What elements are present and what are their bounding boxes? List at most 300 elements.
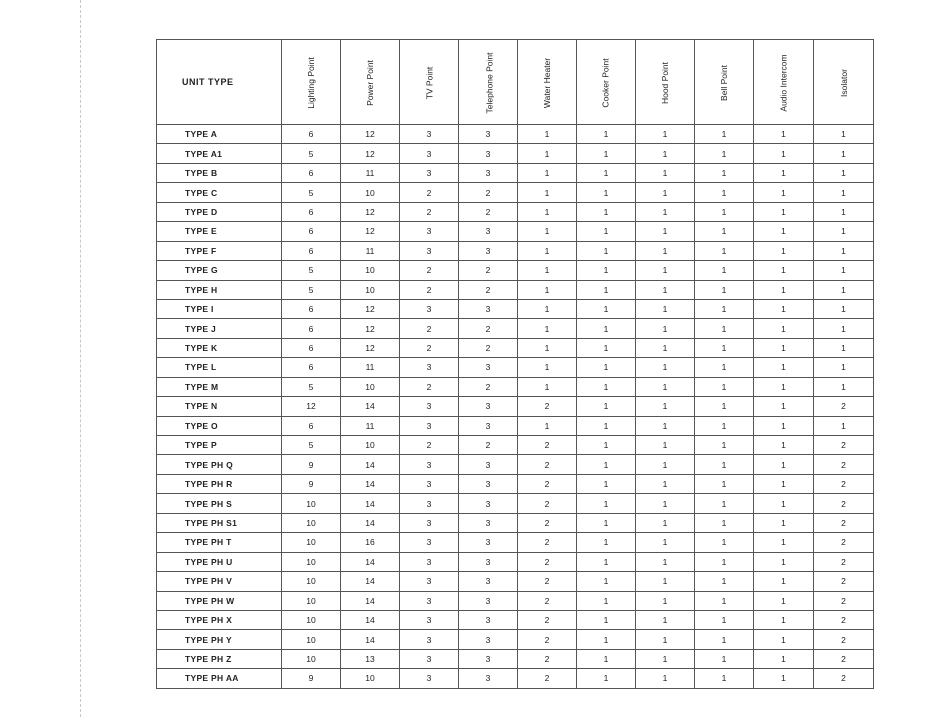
- cell-unit-type: TYPE G: [157, 261, 282, 280]
- cell-telephone-point: 2: [459, 280, 518, 299]
- cell-power-point: 12: [341, 144, 400, 163]
- cell-bell-point: 1: [695, 436, 754, 455]
- cell-lighting-point: 9: [282, 455, 341, 474]
- table-row: [157, 241, 874, 260]
- cell-bell-point: 1: [695, 377, 754, 396]
- cell-telephone-point: 3: [459, 416, 518, 435]
- cell-telephone-point: 2: [459, 261, 518, 280]
- table-row: [157, 552, 874, 571]
- cell-tv-point: 3: [400, 591, 459, 610]
- cell-cooker-point: 1: [577, 513, 636, 532]
- cell-cooker-point: 1: [577, 591, 636, 610]
- cell-isolator: 2: [814, 474, 874, 493]
- cell-hood-point: 1: [636, 572, 695, 591]
- cell-hood-point: 1: [636, 280, 695, 299]
- cell-telephone-point: 2: [459, 338, 518, 357]
- cell-power-point: 14: [341, 610, 400, 629]
- cell-water-heater: 1: [518, 144, 577, 163]
- cell-bell-point: 1: [695, 144, 754, 163]
- cell-hood-point: 1: [636, 610, 695, 629]
- cell-audio-intercom: 1: [754, 163, 814, 182]
- cell-isolator: 2: [814, 669, 874, 688]
- header-tv-point: TV Point: [400, 40, 459, 125]
- cell-audio-intercom: 1: [754, 280, 814, 299]
- page-margin-line: [80, 0, 81, 717]
- cell-hood-point: 1: [636, 494, 695, 513]
- cell-lighting-point: 5: [282, 377, 341, 396]
- header-lighting-point: Lighting Point: [282, 40, 341, 125]
- cell-tv-point: 3: [400, 397, 459, 416]
- cell-audio-intercom: 1: [754, 222, 814, 241]
- cell-isolator: 2: [814, 455, 874, 474]
- table-row: [157, 630, 874, 649]
- cell-audio-intercom: 1: [754, 299, 814, 318]
- cell-power-point: 16: [341, 533, 400, 552]
- cell-bell-point: 1: [695, 533, 754, 552]
- cell-cooker-point: 1: [577, 163, 636, 182]
- cell-isolator: 1: [814, 163, 874, 182]
- cell-bell-point: 1: [695, 222, 754, 241]
- cell-cooker-point: 1: [577, 358, 636, 377]
- cell-water-heater: 1: [518, 416, 577, 435]
- cell-lighting-point: 6: [282, 299, 341, 318]
- cell-cooker-point: 1: [577, 474, 636, 493]
- cell-cooker-point: 1: [577, 610, 636, 629]
- cell-power-point: 12: [341, 125, 400, 144]
- cell-tv-point: 3: [400, 610, 459, 629]
- cell-lighting-point: 10: [282, 513, 341, 532]
- cell-cooker-point: 1: [577, 299, 636, 318]
- cell-hood-point: 1: [636, 299, 695, 318]
- cell-isolator: 2: [814, 591, 874, 610]
- cell-power-point: 12: [341, 319, 400, 338]
- cell-tv-point: 3: [400, 630, 459, 649]
- cell-unit-type: TYPE PH V: [157, 572, 282, 591]
- cell-unit-type: TYPE P: [157, 436, 282, 455]
- cell-hood-point: 1: [636, 630, 695, 649]
- cell-telephone-point: 3: [459, 163, 518, 182]
- table-row: [157, 222, 874, 241]
- cell-tv-point: 3: [400, 163, 459, 182]
- cell-power-point: 14: [341, 552, 400, 571]
- cell-isolator: 1: [814, 222, 874, 241]
- cell-hood-point: 1: [636, 474, 695, 493]
- cell-water-heater: 2: [518, 630, 577, 649]
- table-row: [157, 319, 874, 338]
- cell-tv-point: 3: [400, 669, 459, 688]
- cell-hood-point: 1: [636, 222, 695, 241]
- header-isolator: Isolator: [814, 40, 874, 125]
- cell-lighting-point: 6: [282, 319, 341, 338]
- header-power-point: Power Point: [341, 40, 400, 125]
- cell-isolator: 1: [814, 183, 874, 202]
- cell-cooker-point: 1: [577, 377, 636, 396]
- table-row: [157, 436, 874, 455]
- cell-bell-point: 1: [695, 630, 754, 649]
- cell-water-heater: 1: [518, 319, 577, 338]
- cell-power-point: 10: [341, 261, 400, 280]
- table-row: [157, 125, 874, 144]
- header-telephone-point: Telephone Point: [459, 40, 518, 125]
- cell-audio-intercom: 1: [754, 669, 814, 688]
- cell-unit-type: TYPE PH Y: [157, 630, 282, 649]
- cell-lighting-point: 10: [282, 610, 341, 629]
- cell-unit-type: TYPE PH S1: [157, 513, 282, 532]
- cell-lighting-point: 10: [282, 572, 341, 591]
- header-hood-point: Hood Point: [636, 40, 695, 125]
- cell-lighting-point: 6: [282, 241, 341, 260]
- table-row: [157, 533, 874, 552]
- cell-bell-point: 1: [695, 591, 754, 610]
- cell-audio-intercom: 1: [754, 455, 814, 474]
- cell-cooker-point: 1: [577, 552, 636, 571]
- cell-unit-type: TYPE L: [157, 358, 282, 377]
- cell-power-point: 11: [341, 163, 400, 182]
- cell-cooker-point: 1: [577, 241, 636, 260]
- header-unit-type: UNIT TYPE: [157, 40, 282, 125]
- cell-tv-point: 2: [400, 319, 459, 338]
- table-row: [157, 338, 874, 357]
- cell-hood-point: 1: [636, 125, 695, 144]
- cell-audio-intercom: 1: [754, 377, 814, 396]
- table-row: [157, 649, 874, 668]
- cell-tv-point: 3: [400, 144, 459, 163]
- table-body: [157, 125, 874, 689]
- cell-lighting-point: 6: [282, 416, 341, 435]
- cell-audio-intercom: 1: [754, 261, 814, 280]
- cell-telephone-point: 3: [459, 358, 518, 377]
- cell-power-point: 14: [341, 494, 400, 513]
- cell-bell-point: 1: [695, 202, 754, 221]
- cell-telephone-point: 3: [459, 455, 518, 474]
- cell-bell-point: 1: [695, 358, 754, 377]
- cell-hood-point: 1: [636, 416, 695, 435]
- cell-isolator: 2: [814, 552, 874, 571]
- cell-isolator: 2: [814, 610, 874, 629]
- cell-lighting-point: 10: [282, 591, 341, 610]
- cell-lighting-point: 10: [282, 552, 341, 571]
- cell-lighting-point: 5: [282, 144, 341, 163]
- cell-lighting-point: 10: [282, 494, 341, 513]
- cell-hood-point: 1: [636, 397, 695, 416]
- cell-lighting-point: 10: [282, 533, 341, 552]
- cell-lighting-point: 9: [282, 669, 341, 688]
- cell-power-point: 14: [341, 474, 400, 493]
- cell-unit-type: TYPE F: [157, 241, 282, 260]
- cell-tv-point: 2: [400, 183, 459, 202]
- header-row: [157, 40, 874, 125]
- cell-isolator: 1: [814, 125, 874, 144]
- cell-water-heater: 2: [518, 572, 577, 591]
- cell-cooker-point: 1: [577, 669, 636, 688]
- table-row: [157, 572, 874, 591]
- cell-telephone-point: 3: [459, 591, 518, 610]
- cell-unit-type: TYPE C: [157, 183, 282, 202]
- cell-power-point: 14: [341, 591, 400, 610]
- cell-isolator: 1: [814, 338, 874, 357]
- cell-audio-intercom: 1: [754, 630, 814, 649]
- cell-tv-point: 3: [400, 572, 459, 591]
- cell-hood-point: 1: [636, 261, 695, 280]
- cell-unit-type: TYPE M: [157, 377, 282, 396]
- header-cooker-point: Cooker Point: [577, 40, 636, 125]
- cell-cooker-point: 1: [577, 630, 636, 649]
- cell-hood-point: 1: [636, 669, 695, 688]
- cell-water-heater: 2: [518, 669, 577, 688]
- table-row: [157, 163, 874, 182]
- cell-cooker-point: 1: [577, 533, 636, 552]
- cell-audio-intercom: 1: [754, 513, 814, 532]
- cell-water-heater: 1: [518, 299, 577, 318]
- table-row: [157, 416, 874, 435]
- cell-power-point: 11: [341, 416, 400, 435]
- table-row: [157, 377, 874, 396]
- cell-bell-point: 1: [695, 513, 754, 532]
- cell-tv-point: 3: [400, 416, 459, 435]
- table-row: [157, 474, 874, 493]
- cell-water-heater: 2: [518, 591, 577, 610]
- cell-cooker-point: 1: [577, 397, 636, 416]
- cell-cooker-point: 1: [577, 572, 636, 591]
- cell-bell-point: 1: [695, 163, 754, 182]
- cell-tv-point: 3: [400, 222, 459, 241]
- cell-unit-type: TYPE K: [157, 338, 282, 357]
- cell-unit-type: TYPE I: [157, 299, 282, 318]
- cell-audio-intercom: 1: [754, 474, 814, 493]
- table-row: [157, 358, 874, 377]
- header-water-heater: Water Heater: [518, 40, 577, 125]
- cell-hood-point: 1: [636, 533, 695, 552]
- table-row: [157, 591, 874, 610]
- cell-telephone-point: 2: [459, 183, 518, 202]
- cell-tv-point: 2: [400, 436, 459, 455]
- table-row: [157, 202, 874, 221]
- cell-bell-point: 1: [695, 416, 754, 435]
- cell-isolator: 1: [814, 377, 874, 396]
- cell-bell-point: 1: [695, 552, 754, 571]
- cell-isolator: 2: [814, 436, 874, 455]
- cell-hood-point: 1: [636, 358, 695, 377]
- cell-water-heater: 1: [518, 338, 577, 357]
- cell-unit-type: TYPE PH U: [157, 552, 282, 571]
- cell-power-point: 11: [341, 241, 400, 260]
- cell-audio-intercom: 1: [754, 338, 814, 357]
- cell-cooker-point: 1: [577, 183, 636, 202]
- table-row: [157, 144, 874, 163]
- cell-power-point: 12: [341, 202, 400, 221]
- cell-telephone-point: 3: [459, 474, 518, 493]
- cell-lighting-point: 9: [282, 474, 341, 493]
- cell-lighting-point: 5: [282, 261, 341, 280]
- cell-water-heater: 1: [518, 261, 577, 280]
- cell-lighting-point: 5: [282, 436, 341, 455]
- cell-audio-intercom: 1: [754, 610, 814, 629]
- cell-isolator: 1: [814, 319, 874, 338]
- cell-isolator: 2: [814, 649, 874, 668]
- cell-power-point: 12: [341, 299, 400, 318]
- cell-telephone-point: 3: [459, 397, 518, 416]
- cell-telephone-point: 2: [459, 202, 518, 221]
- cell-hood-point: 1: [636, 241, 695, 260]
- cell-water-heater: 2: [518, 436, 577, 455]
- cell-hood-point: 1: [636, 202, 695, 221]
- cell-cooker-point: 1: [577, 494, 636, 513]
- cell-bell-point: 1: [695, 669, 754, 688]
- cell-hood-point: 1: [636, 552, 695, 571]
- cell-tv-point: 2: [400, 280, 459, 299]
- cell-telephone-point: 3: [459, 552, 518, 571]
- cell-unit-type: TYPE PH AA: [157, 669, 282, 688]
- cell-power-point: 13: [341, 649, 400, 668]
- cell-telephone-point: 3: [459, 572, 518, 591]
- electrical-points-table: [156, 39, 874, 689]
- table-row: [157, 261, 874, 280]
- cell-power-point: 12: [341, 222, 400, 241]
- cell-power-point: 14: [341, 630, 400, 649]
- cell-power-point: 10: [341, 436, 400, 455]
- cell-power-point: 10: [341, 377, 400, 396]
- cell-unit-type: TYPE PH T: [157, 533, 282, 552]
- cell-unit-type: TYPE PH R: [157, 474, 282, 493]
- cell-tv-point: 3: [400, 455, 459, 474]
- cell-unit-type: TYPE A1: [157, 144, 282, 163]
- cell-water-heater: 1: [518, 377, 577, 396]
- table-row: [157, 455, 874, 474]
- cell-telephone-point: 3: [459, 241, 518, 260]
- cell-bell-point: 1: [695, 338, 754, 357]
- cell-audio-intercom: 1: [754, 144, 814, 163]
- cell-bell-point: 1: [695, 183, 754, 202]
- cell-lighting-point: 6: [282, 338, 341, 357]
- cell-power-point: 12: [341, 338, 400, 357]
- cell-water-heater: 2: [518, 649, 577, 668]
- cell-telephone-point: 3: [459, 610, 518, 629]
- cell-isolator: 1: [814, 241, 874, 260]
- header-bell-point: Bell Point: [695, 40, 754, 125]
- cell-water-heater: 1: [518, 280, 577, 299]
- cell-power-point: 14: [341, 397, 400, 416]
- cell-telephone-point: 3: [459, 669, 518, 688]
- cell-audio-intercom: 1: [754, 591, 814, 610]
- cell-water-heater: 2: [518, 397, 577, 416]
- cell-water-heater: 1: [518, 183, 577, 202]
- cell-hood-point: 1: [636, 649, 695, 668]
- cell-bell-point: 1: [695, 649, 754, 668]
- cell-audio-intercom: 1: [754, 649, 814, 668]
- cell-cooker-point: 1: [577, 416, 636, 435]
- cell-telephone-point: 2: [459, 436, 518, 455]
- cell-unit-type: TYPE PH Q: [157, 455, 282, 474]
- cell-tv-point: 3: [400, 494, 459, 513]
- cell-tv-point: 2: [400, 261, 459, 280]
- cell-isolator: 2: [814, 397, 874, 416]
- cell-bell-point: 1: [695, 474, 754, 493]
- cell-tv-point: 3: [400, 299, 459, 318]
- cell-hood-point: 1: [636, 591, 695, 610]
- cell-lighting-point: 10: [282, 630, 341, 649]
- cell-unit-type: TYPE PH X: [157, 610, 282, 629]
- cell-audio-intercom: 1: [754, 572, 814, 591]
- table-row: [157, 610, 874, 629]
- cell-cooker-point: 1: [577, 455, 636, 474]
- cell-bell-point: 1: [695, 397, 754, 416]
- cell-audio-intercom: 1: [754, 552, 814, 571]
- cell-cooker-point: 1: [577, 261, 636, 280]
- cell-power-point: 10: [341, 183, 400, 202]
- cell-lighting-point: 6: [282, 163, 341, 182]
- table-header: [157, 40, 874, 125]
- cell-bell-point: 1: [695, 280, 754, 299]
- cell-audio-intercom: 1: [754, 183, 814, 202]
- cell-unit-type: TYPE PH W: [157, 591, 282, 610]
- cell-lighting-point: 5: [282, 280, 341, 299]
- cell-tv-point: 3: [400, 533, 459, 552]
- cell-hood-point: 1: [636, 319, 695, 338]
- cell-cooker-point: 1: [577, 125, 636, 144]
- cell-telephone-point: 3: [459, 494, 518, 513]
- cell-audio-intercom: 1: [754, 494, 814, 513]
- table-row: [157, 397, 874, 416]
- header-audio-intercom: Audio Intercom: [754, 40, 814, 125]
- cell-tv-point: 3: [400, 241, 459, 260]
- table-row: [157, 183, 874, 202]
- cell-cooker-point: 1: [577, 202, 636, 221]
- cell-bell-point: 1: [695, 572, 754, 591]
- cell-cooker-point: 1: [577, 319, 636, 338]
- cell-water-heater: 1: [518, 358, 577, 377]
- cell-isolator: 1: [814, 144, 874, 163]
- cell-isolator: 1: [814, 299, 874, 318]
- cell-telephone-point: 3: [459, 649, 518, 668]
- cell-hood-point: 1: [636, 338, 695, 357]
- cell-tv-point: 3: [400, 474, 459, 493]
- cell-cooker-point: 1: [577, 144, 636, 163]
- cell-hood-point: 1: [636, 377, 695, 396]
- cell-water-heater: 1: [518, 222, 577, 241]
- cell-power-point: 11: [341, 358, 400, 377]
- cell-isolator: 2: [814, 533, 874, 552]
- cell-isolator: 1: [814, 261, 874, 280]
- cell-hood-point: 1: [636, 163, 695, 182]
- cell-telephone-point: 3: [459, 222, 518, 241]
- cell-telephone-point: 3: [459, 533, 518, 552]
- cell-isolator: 2: [814, 494, 874, 513]
- cell-power-point: 10: [341, 280, 400, 299]
- cell-water-heater: 1: [518, 241, 577, 260]
- table-row: [157, 669, 874, 688]
- cell-tv-point: 2: [400, 202, 459, 221]
- cell-audio-intercom: 1: [754, 241, 814, 260]
- cell-telephone-point: 3: [459, 299, 518, 318]
- cell-water-heater: 2: [518, 610, 577, 629]
- cell-lighting-point: 6: [282, 202, 341, 221]
- cell-hood-point: 1: [636, 513, 695, 532]
- cell-lighting-point: 6: [282, 358, 341, 377]
- cell-telephone-point: 3: [459, 630, 518, 649]
- cell-tv-point: 3: [400, 552, 459, 571]
- cell-audio-intercom: 1: [754, 125, 814, 144]
- cell-telephone-point: 3: [459, 144, 518, 163]
- cell-isolator: 1: [814, 416, 874, 435]
- cell-water-heater: 1: [518, 202, 577, 221]
- cell-unit-type: TYPE N: [157, 397, 282, 416]
- cell-lighting-point: 6: [282, 125, 341, 144]
- cell-power-point: 10: [341, 669, 400, 688]
- cell-water-heater: 2: [518, 533, 577, 552]
- cell-bell-point: 1: [695, 455, 754, 474]
- cell-tv-point: 3: [400, 125, 459, 144]
- cell-tv-point: 3: [400, 358, 459, 377]
